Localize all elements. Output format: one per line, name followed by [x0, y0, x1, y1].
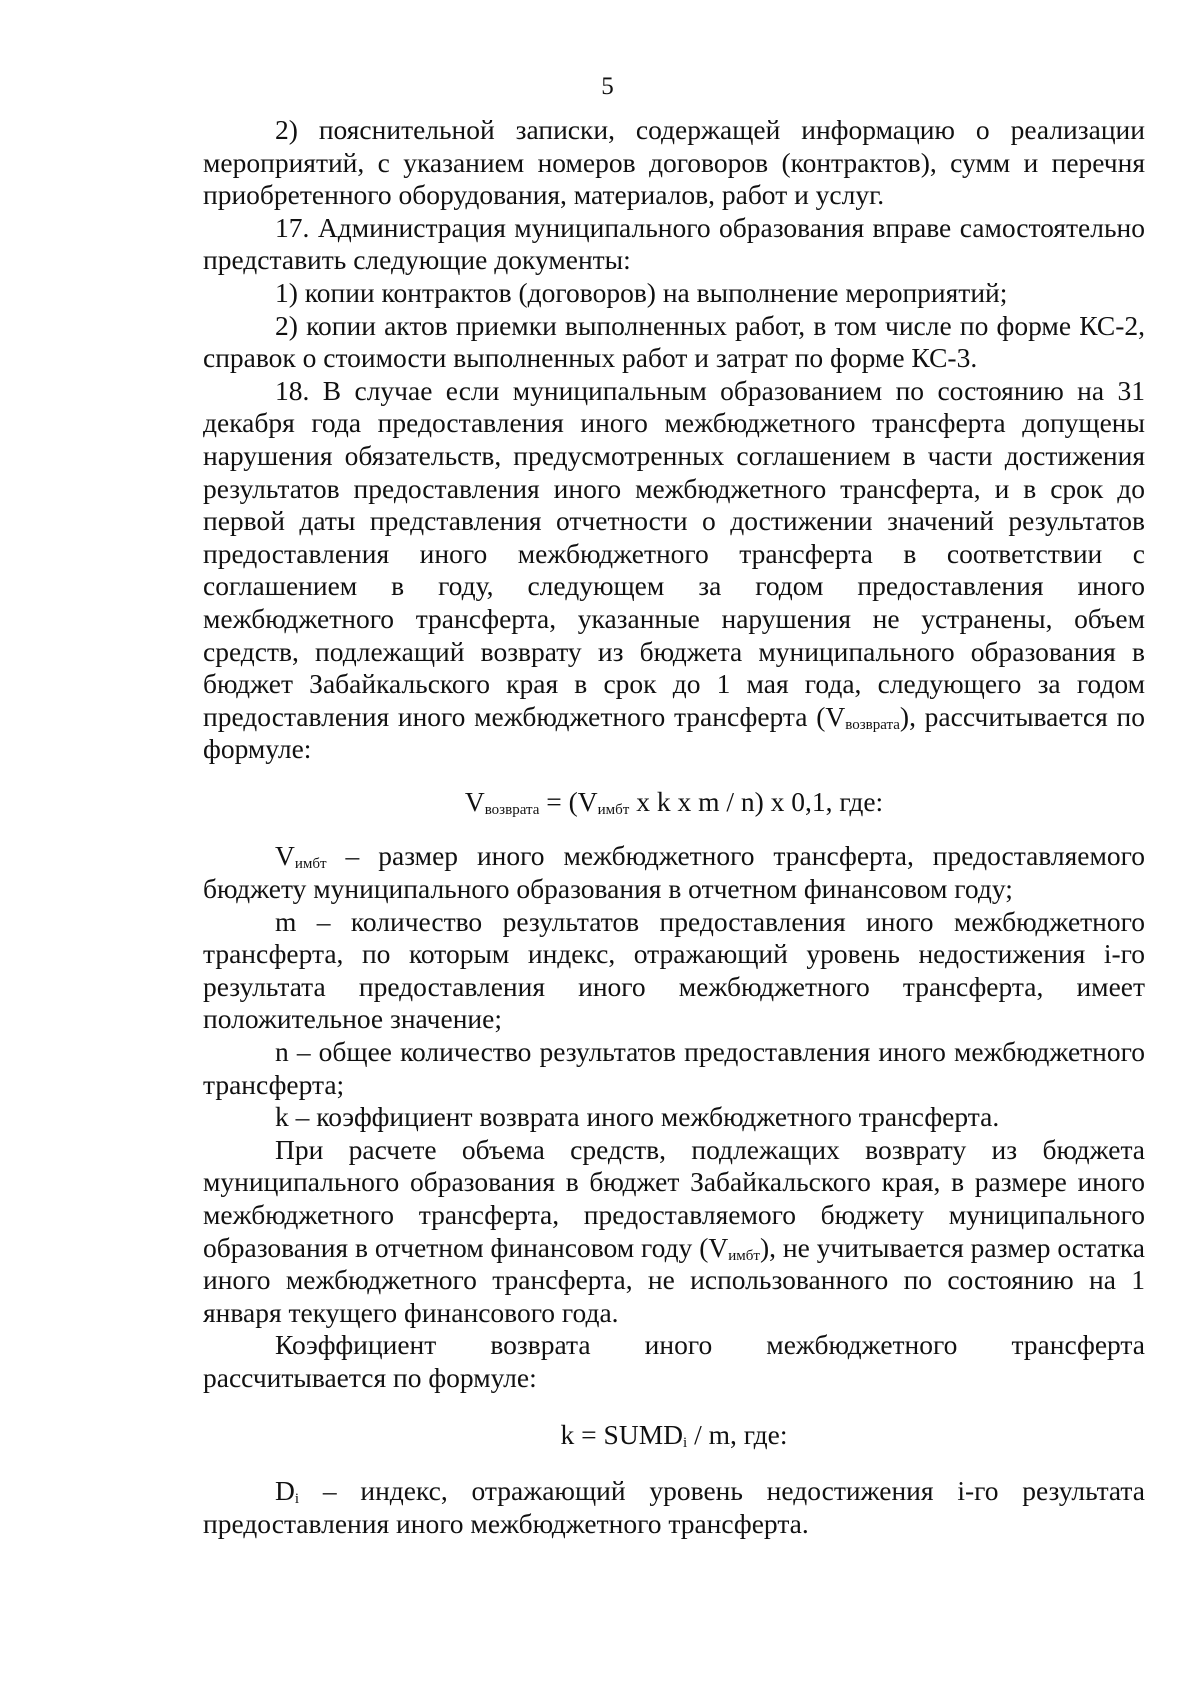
- definition-n: n – общее количество результатов предоставления иного межбюджетного трансферта;: [203, 1036, 1145, 1100]
- paragraph-explanatory-note: 2) пояснительной записки, содержащей информацию о реализации мероприятий, с указанием номеров договоров (контрактов), сумм и перечня приобретенного оборудования, материалов, работ и услуг.: [203, 114, 1145, 211]
- definition-m: m – количество результатов предоставления иного межбюджетного трансферта, по которым индекс, отражающий уровень недостижения i-го результата предоставления иного межбюджетного трансферта, имеет положительное значение;: [203, 905, 1145, 1035]
- paragraph-coefficient: Коэффициент возврата иного межбюджетного трансферта рассчитывается по формуле:: [203, 1329, 1145, 1393]
- formula-return-volume: $V_{возврата} = (V_{имбт}$ x k x m / n) x 0,1, где:: [464, 785, 884, 818]
- paragraph-18-text: 18. В случае если муниципальным образованием по состоянию на 31 декабря года предоставления иного межбюджетного трансферта допущены нарушения обязательств, предусмотренных соглашением в части достижения результатов предоставления иного межбюджетного трансферта, и в срок до первой даты представления отчетности о достижении значений результатов предоставления иного межбюджетного трансферта в соответствии с соглашением в году, следующем за годом предоставления иного межбюджетного трансферта, указанные нарушения не устранены, объем средств, подлежащий возврату из бюджета муниципального образования в бюджет Забайкальского края в срок до 1 мая года, следующего за годом предоставления иного межбюджетного трансферта (V: [203, 374, 1145, 732]
- paragraph-18: [203, 375, 1145, 766]
- paragraph-17: 17. Администрация муниципального образования вправе самостоятельно представить следующие документы:: [203, 211, 1145, 276]
- paragraph-calculation-note: При расчете объема средств, подлежащих возврату из бюджета муниципального образования в бюджет Забайкальского края, в размере иного межбюджетного трансферта, предоставляемого бюджету муниципального образования в отчетном финансовом году $(V_{имбт})$, не учитывается размер остатка иного межбюджетного трансферта, не использованного по состоянию на 1 января текущего финансового года.: [203, 1133, 1145, 1328]
- paragraph-18-tail: ), рассчитывается по формуле:: [203, 700, 1145, 765]
- document-body: [203, 114, 1145, 1540]
- v-return-subscript: возврата: [845, 716, 900, 733]
- definition-k: k – коэффициент возврата иного межбюджетного трансферта.: [275, 1101, 1000, 1133]
- definition-v-imbt: $V_{имбт}$ – размер иного межбюджетного трансферта, предоставляемого бюджету муниципального образования в отчетном финансовом году;: [203, 840, 1145, 905]
- formula-coefficient: $k = SUMD_i / m$, где:: [560, 1418, 788, 1451]
- paragraph-acceptance-acts: 2) копии актов приемки выполненных работ, в том числе по форме КС-2, справок о стоимости выполненных работ и затрат по форме КС-3.: [203, 309, 1145, 374]
- page-number: 5: [601, 73, 614, 100]
- definition-d: $D_i$ – индекс, отражающий уровень недостижения i-го результата предоставления иного межбюджетного трансферта.: [203, 1475, 1145, 1539]
- paragraph-contract-copies: 1) копии контрактов (договоров) на выполнение мероприятий;: [275, 276, 1008, 308]
